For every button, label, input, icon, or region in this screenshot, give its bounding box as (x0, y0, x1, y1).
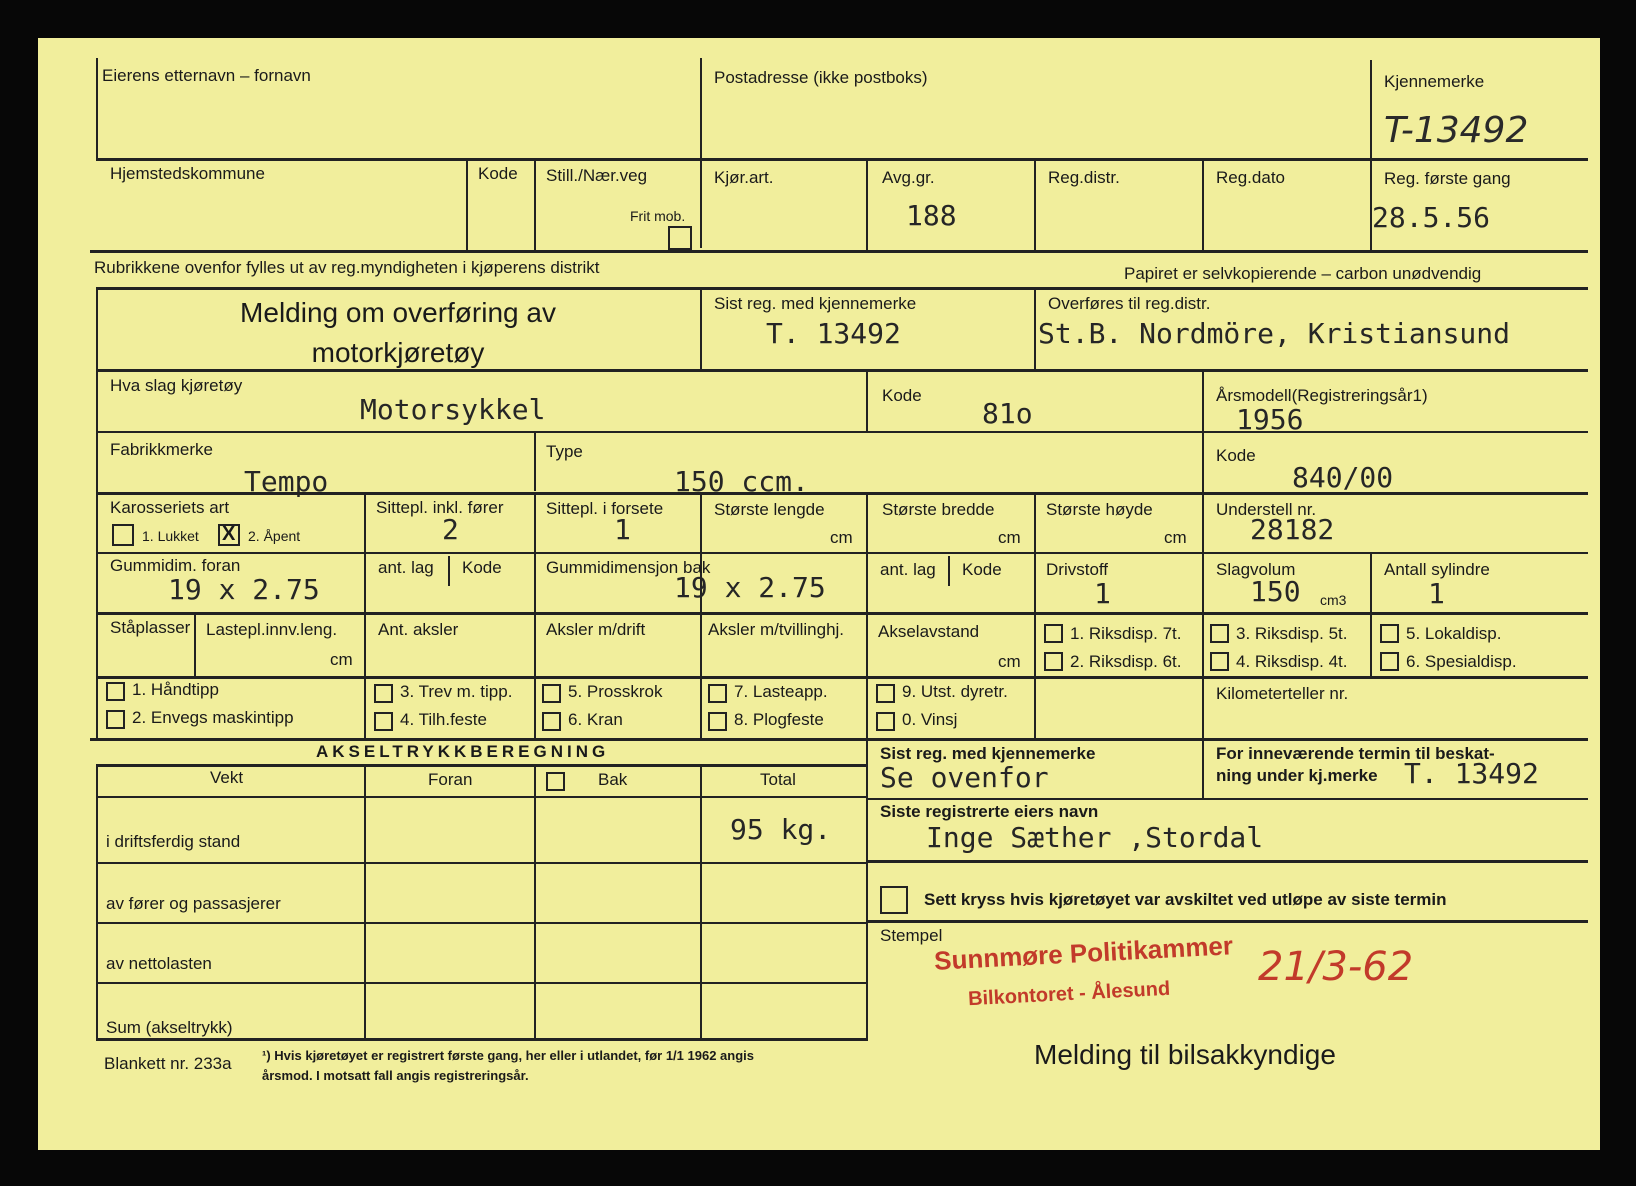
stamp-line2: Bilkontoret - Ålesund (967, 977, 1171, 1011)
sittepl-forsete-label: Sittepl. i forsete (546, 499, 664, 518)
rule (98, 922, 868, 924)
rule (98, 796, 868, 798)
rule (1202, 614, 1204, 676)
lasteapp-checkbox[interactable] (708, 684, 727, 703)
envegs-checkbox[interactable] (106, 710, 125, 729)
lokaldisp-checkbox[interactable] (1380, 624, 1399, 643)
rule (96, 492, 1588, 495)
rule (866, 160, 868, 252)
aksler-drift-label: Aksler m/drift (546, 620, 646, 639)
tilh-label: 4. Tilh.feste (400, 710, 487, 729)
footnote-line2: årsmod. I motsatt fall angis registreringsår. (262, 1068, 529, 1083)
sittepl-label: Sittepl. inkl. fører (376, 498, 504, 517)
gummi-bak-label: Gummidimensjon bak (546, 558, 711, 577)
rule (1202, 160, 1204, 252)
sist-reg-label: Sist reg. med kjennemerke (714, 294, 917, 313)
karosseri-label: Karosseriets art (110, 498, 230, 517)
plogfeste-checkbox[interactable] (708, 712, 727, 731)
termin-line2: ning under kj.merke (1216, 766, 1378, 785)
lastepl-cm: cm (330, 650, 353, 669)
axle-row2-label: av fører og passasjerer (106, 894, 281, 913)
address-label: Postadresse (ikke postboks) (714, 68, 928, 87)
kode3-label: Kode (462, 558, 502, 577)
drivstoff-value: 1 (1094, 577, 1111, 610)
slagvolum-value: 150 (1250, 575, 1301, 608)
form-title-line2: motorkjøretøy (311, 337, 485, 368)
plogfeste-label: 8. Plogfeste (734, 710, 824, 729)
rule (90, 250, 1588, 253)
hoyde-cm: cm (1164, 528, 1187, 547)
akselavstand-cm: cm (998, 652, 1021, 671)
understell-value: 28182 (1250, 513, 1335, 546)
avskiltet-label: Sett kryss hvis kjøretøyet var avskiltet ved utløpe av siste termin (924, 890, 1447, 909)
rule (868, 920, 1588, 923)
rule (98, 982, 868, 984)
rule (364, 494, 366, 552)
fabrikk-label: Fabrikkmerke (110, 440, 213, 459)
riksdisp6-label: 2. Riksdisp. 6t. (1070, 652, 1182, 671)
kran-checkbox[interactable] (542, 712, 561, 731)
rule (466, 160, 468, 252)
rule (96, 58, 98, 158)
spesialdisp-label: 6. Spesialdisp. (1406, 652, 1517, 671)
sittepl-value: 2 (442, 513, 459, 546)
trev-checkbox[interactable] (374, 684, 393, 703)
rule (866, 738, 868, 1040)
rule (90, 738, 1588, 741)
handtipp-checkbox[interactable] (106, 682, 125, 701)
termin-line1: For inneværende termin til beskat- (1216, 744, 1495, 763)
note-left: Rubrikkene ovenfor fylles ut av reg.myndigheten i kjøperens distrikt (94, 258, 600, 277)
arsmodell-label: Årsmodell(Registreringsår1) (1216, 386, 1428, 405)
rule (448, 556, 450, 586)
rule (534, 431, 536, 491)
riksdisp4-label: 4. Riksdisp. 4t. (1236, 652, 1348, 671)
rule (866, 371, 868, 431)
sittepl-forsete-value: 1 (614, 513, 631, 546)
rule (96, 552, 1588, 554)
hva-slag-value: Motorsykkel (360, 393, 546, 426)
avggr-value: 188 (906, 199, 957, 232)
footnote-line1: ¹) Hvis kjøretøyet er registrert første gang, her eller i utlandet, før 1/1 1962 angis (262, 1048, 754, 1063)
lengde-label: Største lengde (714, 500, 825, 519)
spesialdisp-checkbox[interactable] (1380, 652, 1399, 671)
handtipp-label: 1. Håndtipp (132, 680, 219, 699)
blankett-label: Blankett nr. 233a (104, 1054, 232, 1073)
rule (96, 612, 1588, 615)
tilh-checkbox[interactable] (374, 712, 393, 731)
sylindre-label: Antall sylindre (1384, 560, 1490, 579)
note-right: Papiret er selvkopierende – carbon unødvendig (1124, 264, 1482, 283)
rule (96, 1038, 868, 1041)
rule (194, 614, 196, 676)
type-value: 150 ccm. (674, 465, 809, 498)
axle-row3-label: av nettolasten (106, 954, 212, 973)
utst-checkbox[interactable] (876, 684, 895, 703)
kode4-label: Kode (962, 560, 1002, 579)
lokaldisp-label: 5. Lokaldisp. (1406, 624, 1502, 643)
right-sist-reg-label: Sist reg. med kjennemerke (880, 744, 1096, 763)
rule (700, 494, 702, 552)
rule (700, 58, 702, 248)
trev-label: 3. Trev m. tipp. (400, 682, 513, 701)
drivstoff-label: Drivstoff (1046, 560, 1109, 579)
bredde-cm: cm (998, 528, 1021, 547)
plate-handwritten: T-13492 (1384, 110, 1529, 151)
regdistr-label: Reg.distr. (1048, 168, 1120, 187)
lukket-label: 1. Lukket (142, 528, 199, 544)
rule (534, 764, 536, 1040)
riksdisp4-checkbox[interactable] (1210, 652, 1229, 671)
siste-eier-value: Inge Sæther ,Stordal (926, 821, 1264, 854)
form-title-line1: Melding om overføring av (240, 297, 556, 328)
first-reg-value: 28.5.56 (1372, 201, 1491, 234)
apent-checkbox[interactable] (218, 524, 240, 546)
gummi-bak-value: 19 x 2.75 (674, 571, 826, 604)
gummi-foran-label: Gummidim. foran (110, 556, 241, 575)
registration-card (38, 38, 1600, 1150)
riksdisp5-label: 3. Riksdisp. 5t. (1236, 624, 1348, 643)
axle-total-header: Total (760, 770, 796, 789)
km-label: Kilometerteller nr. (1216, 684, 1349, 703)
rule (96, 764, 98, 1040)
melding-label: Melding til bilsakkyndige (1034, 1039, 1336, 1070)
type-label: Type (546, 442, 583, 461)
akselavstand-label: Akselavstand (878, 622, 980, 641)
rule (1370, 614, 1372, 676)
hoyde-label: Største høyde (1046, 500, 1153, 519)
fritmob-label: Frit mob. (630, 208, 686, 224)
kode2-label: Kode (1216, 446, 1256, 465)
termin-value: T. 13492 (1404, 757, 1539, 790)
rule (364, 764, 366, 1040)
arsmodell-value: 1956 (1236, 403, 1304, 436)
understell-label: Understell nr. (1216, 500, 1317, 519)
stamp-line1: Sunnmøre Politikammer (933, 930, 1234, 976)
apent-label: 2. Åpent (248, 528, 301, 544)
axle-foran-header: Foran (428, 770, 473, 789)
rule (1034, 288, 1036, 370)
vinsj-checkbox[interactable] (876, 712, 895, 731)
rule (96, 287, 1588, 290)
riksdisp5-checkbox[interactable] (1210, 624, 1229, 643)
rule (868, 798, 1588, 800)
rule (700, 288, 702, 370)
fabrikk-value: Tempo (244, 465, 329, 498)
rule (96, 764, 868, 767)
rule (98, 862, 868, 864)
owner-label: Eierens etternavn – fornavn (102, 66, 311, 85)
antlag-label: ant. lag (378, 558, 434, 577)
axle-vekt-header: Vekt (210, 768, 244, 787)
rule (96, 158, 1588, 161)
rule (1034, 160, 1036, 252)
kode2-value: 840/00 (1292, 461, 1394, 494)
siste-eier-label: Siste registrerte eiers navn (880, 802, 1099, 821)
kran-label: 6. Kran (568, 710, 623, 729)
right-sist-reg-value: Se ovenfor (880, 761, 1049, 794)
avggr-label: Avg.gr. (882, 168, 935, 187)
kode-label: Kode (882, 386, 922, 405)
kjorart-label: Kjør.art. (714, 168, 774, 187)
rule (1202, 678, 1204, 738)
envegs-label: 2. Envegs maskintipp (132, 708, 294, 727)
lasteapp-label: 7. Lasteapp. (734, 682, 828, 701)
staplasser-label: Ståplasser (110, 618, 191, 637)
stempel-label: Stempel (880, 926, 943, 945)
aksler-tvilling-label: Aksler m/tvillinghj. (708, 620, 845, 639)
gummi-foran-value: 19 x 2.75 (168, 573, 320, 606)
overfores-label: Overføres til reg.distr. (1048, 294, 1211, 313)
rule (534, 160, 536, 252)
rule (948, 556, 950, 586)
prosskrok-label: 5. Prosskrok (568, 682, 663, 701)
avskiltet-checkbox[interactable] (880, 886, 908, 914)
bredde-label: Største bredde (882, 500, 995, 519)
rule (1370, 552, 1372, 612)
regdato-label: Reg.dato (1216, 168, 1285, 187)
rule (364, 552, 366, 612)
apent-checkmark: X (222, 523, 236, 545)
rule (96, 676, 1588, 679)
sylindre-value: 1 (1428, 577, 1445, 610)
plate-label: Kjennemerke (1384, 72, 1485, 91)
vinsj-label: 0. Vinsj (902, 710, 958, 729)
code-label: Kode (478, 164, 518, 183)
axle-heading: AKSELTRYKKBEREGNING (316, 742, 610, 761)
municipality-label: Hjemstedskommune (110, 164, 265, 183)
kode-value: 81o (982, 397, 1033, 430)
axle-row1-label: i driftsferdig stand (106, 832, 241, 851)
antlag2-label: ant. lag (880, 560, 936, 579)
fritmob-checkbox[interactable] (668, 226, 692, 250)
axle-bak-header: Bak (598, 770, 628, 789)
axle-bak-checkbox[interactable] (546, 772, 565, 791)
lukket-checkbox[interactable] (112, 524, 134, 546)
riksdisp7-label: 1. Riksdisp. 7t. (1070, 624, 1182, 643)
stillveg-label: Still./Nær.veg (546, 166, 648, 185)
rule (96, 369, 1588, 372)
axle-row1-total: 95 kg. (730, 813, 832, 846)
stamp-date: 21/3-62 (1258, 944, 1414, 990)
rule (868, 860, 1588, 863)
riksdisp7-checkbox[interactable] (1044, 624, 1063, 643)
hva-slag-label: Hva slag kjøretøy (110, 376, 243, 395)
utst-label: 9. Utst. dyretr. (902, 682, 1008, 701)
prosskrok-checkbox[interactable] (542, 684, 561, 703)
overfores-value: St.B. Nordmöre, Kristiansund (1038, 317, 1511, 350)
lastepl-label: Lastepl.innv.leng. (206, 620, 338, 639)
riksdisp6-checkbox[interactable] (1044, 652, 1063, 671)
axle-row4-label: Sum (akseltrykk) (106, 1018, 233, 1037)
antaksler-label: Ant. aksler (378, 620, 459, 639)
first-reg-label: Reg. første gang (1384, 169, 1511, 188)
slagvolum-label: Slagvolum (1216, 560, 1296, 579)
lengde-cm: cm (830, 528, 853, 547)
sist-reg-value: T. 13492 (766, 317, 901, 350)
rule (700, 764, 702, 1040)
slagvolum-unit: cm3 (1320, 592, 1347, 608)
rule (1202, 740, 1204, 798)
rule (96, 431, 1588, 433)
